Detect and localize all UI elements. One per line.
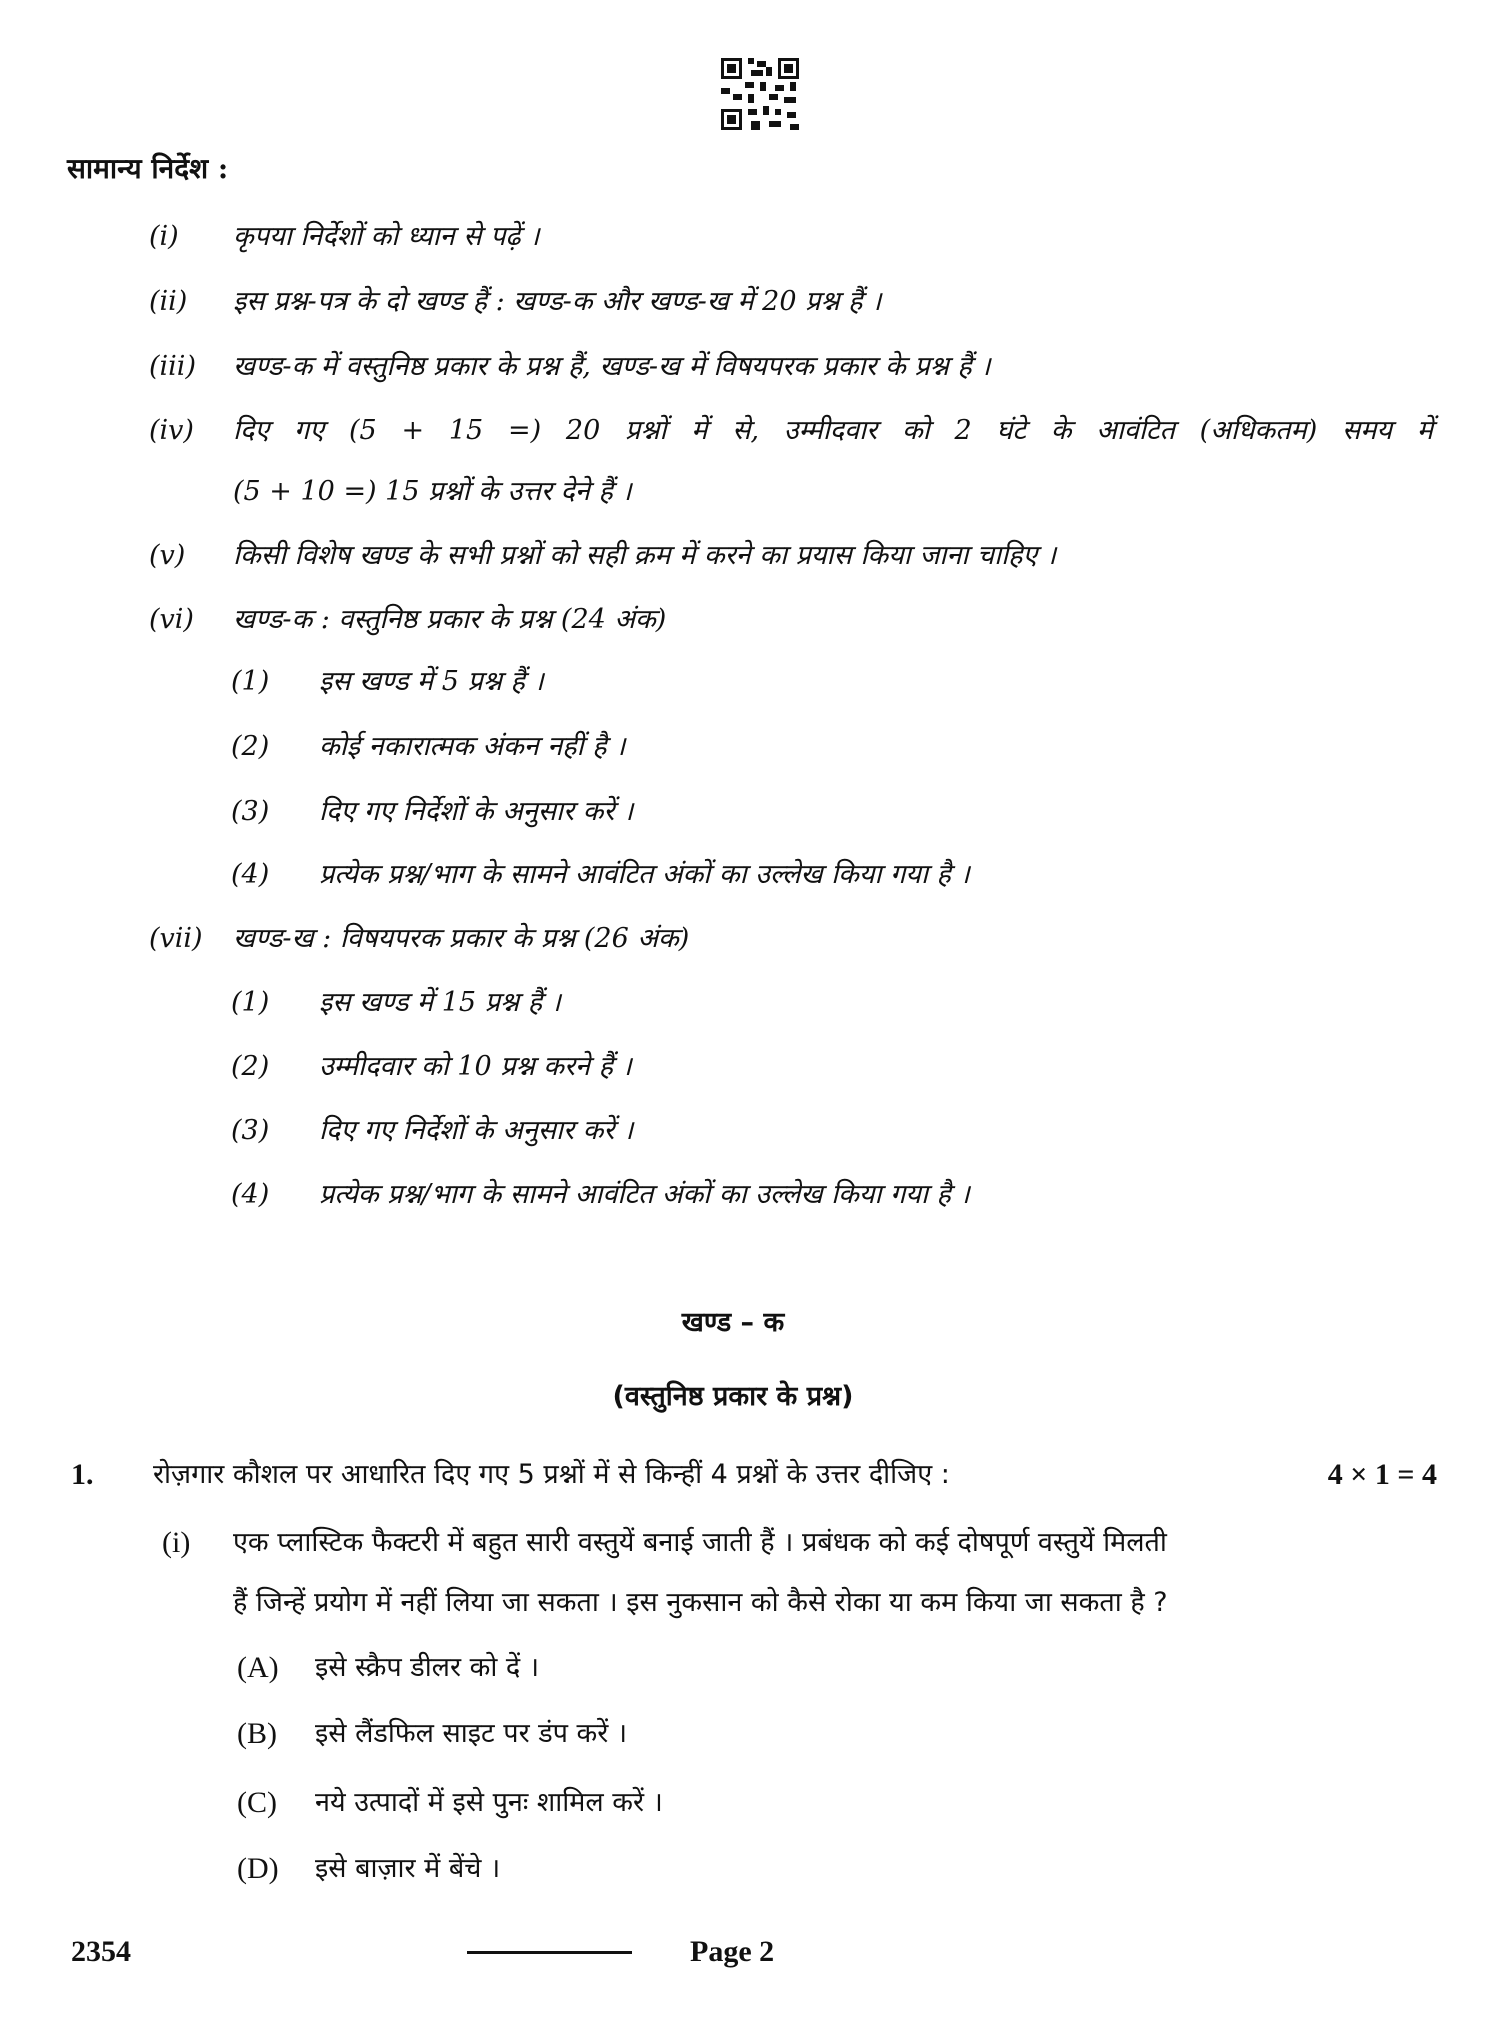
rule-number: (2) xyxy=(231,731,270,762)
instruction-number: (vi) xyxy=(149,604,194,635)
rule-number: (2) xyxy=(231,1051,270,1082)
question-number: 1. xyxy=(71,1458,94,1491)
option-label: (C) xyxy=(237,1786,277,1819)
question-text: रोज़गार कौशल पर आधारित दिए गए 5 प्रश्नों में से किन्हीं 4 प्रश्नों के उत्तर दीजिए : xyxy=(153,1459,950,1490)
instruction-text: दिए गए (5 + 15 =) 20 प्रश्नों में से, उम्मीदवार को 2 घंटे के आवंटित (अधिकतम) समय में xyxy=(233,415,1433,446)
qr-code xyxy=(721,58,799,130)
rule-text: इस खण्ड में 15 प्रश्न हैं । xyxy=(319,987,561,1018)
general-instructions-heading: सामान्य निर्देश : xyxy=(67,152,229,185)
instruction-text: किसी विशेष खण्ड के सभी प्रश्नों को सही क्रम में करने का प्रयास किया जाना चाहिए । xyxy=(233,540,1057,571)
section-title: खण्ड – क xyxy=(681,1307,785,1338)
rule-text: प्रत्येक प्रश्न/भाग के सामने आवंटित अंकों का उल्लेख किया गया है । xyxy=(319,1179,970,1210)
paper-code: 2354 xyxy=(71,1935,131,1968)
rule-number: (1) xyxy=(231,666,270,697)
rule-number: (3) xyxy=(231,796,270,827)
footer-divider xyxy=(467,1951,632,1954)
instruction-number: (ii) xyxy=(149,286,188,317)
subquestion-number: (i) xyxy=(162,1526,191,1559)
option-text: इसे स्क्रैप डीलर को दें । xyxy=(315,1652,540,1683)
instruction-text: कृपया निर्देशों को ध्यान से पढ़ें । xyxy=(233,221,540,252)
option-label: (A) xyxy=(237,1651,279,1684)
page-number: Page 2 xyxy=(690,1935,775,1968)
rule-text: उम्मीदवार को 10 प्रश्न करने हैं । xyxy=(319,1051,632,1082)
rule-text: प्रत्येक प्रश्न/भाग के सामने आवंटित अंकों का उल्लेख किया गया है । xyxy=(319,859,970,890)
section-subtitle: (वस्तुनिष्ठ प्रकार के प्रश्न) xyxy=(612,1381,854,1412)
option-text: इसे बाज़ार में बेंचे । xyxy=(315,1853,501,1884)
option-text: इसे लैंडफिल साइट पर डंप करें । xyxy=(315,1718,628,1749)
subquestion-text: एक प्लास्टिक फैक्टरी में बहुत सारी वस्तुयें बनाई जाती हैं । प्रबंधक को कई दोषपूर्ण वस्तुयें मिलती xyxy=(233,1527,1167,1558)
question-marks: 4 × 1 = 4 xyxy=(1327,1458,1437,1491)
rule-number: (4) xyxy=(231,1179,270,1210)
rule-text: कोई नकारात्मक अंकन नहीं है । xyxy=(319,731,626,762)
instruction-text: खण्ड-क में वस्तुनिष्ठ प्रकार के प्रश्न हैं, खण्ड-ख में विषयपरक प्रकार के प्रश्न हैं । xyxy=(233,351,991,382)
rule-text: दिए गए निर्देशों के अनुसार करें । xyxy=(319,796,634,827)
option-label: (D) xyxy=(237,1852,279,1885)
rule-number: (4) xyxy=(231,859,270,890)
rule-text: इस खण्ड में 5 प्रश्न हैं । xyxy=(319,666,544,697)
instruction-text: खण्ड-ख : विषयपरक प्रकार के प्रश्न (26 अंक) xyxy=(233,923,690,954)
instruction-text: खण्ड-क : वस्तुनिष्ठ प्रकार के प्रश्न (24 अंक) xyxy=(233,604,667,635)
instruction-number: (iv) xyxy=(149,415,194,446)
instruction-text: इस प्रश्न-पत्र के दो खण्ड हैं : खण्ड-क और खण्ड-ख में 20 प्रश्न हैं । xyxy=(233,286,882,317)
instruction-number: (v) xyxy=(149,540,186,571)
option-text: नये उत्पादों में इसे पुनः शामिल करें । xyxy=(315,1787,663,1818)
instruction-number: (vii) xyxy=(149,923,203,954)
instruction-number: (i) xyxy=(149,221,179,252)
instruction-text-continued: (5 + 10 =) 15 प्रश्नों के उत्तर देने हैं । xyxy=(233,476,632,507)
rule-number: (3) xyxy=(231,1115,270,1146)
rule-text: दिए गए निर्देशों के अनुसार करें । xyxy=(319,1115,634,1146)
subquestion-text-continued: हैं जिन्हें प्रयोग में नहीं लिया जा सकता । इस नुकसान को कैसे रोका या कम किया जा सकता है ? xyxy=(233,1587,1168,1618)
instruction-number: (iii) xyxy=(149,351,196,382)
option-label: (B) xyxy=(237,1717,277,1750)
rule-number: (1) xyxy=(231,987,270,1018)
